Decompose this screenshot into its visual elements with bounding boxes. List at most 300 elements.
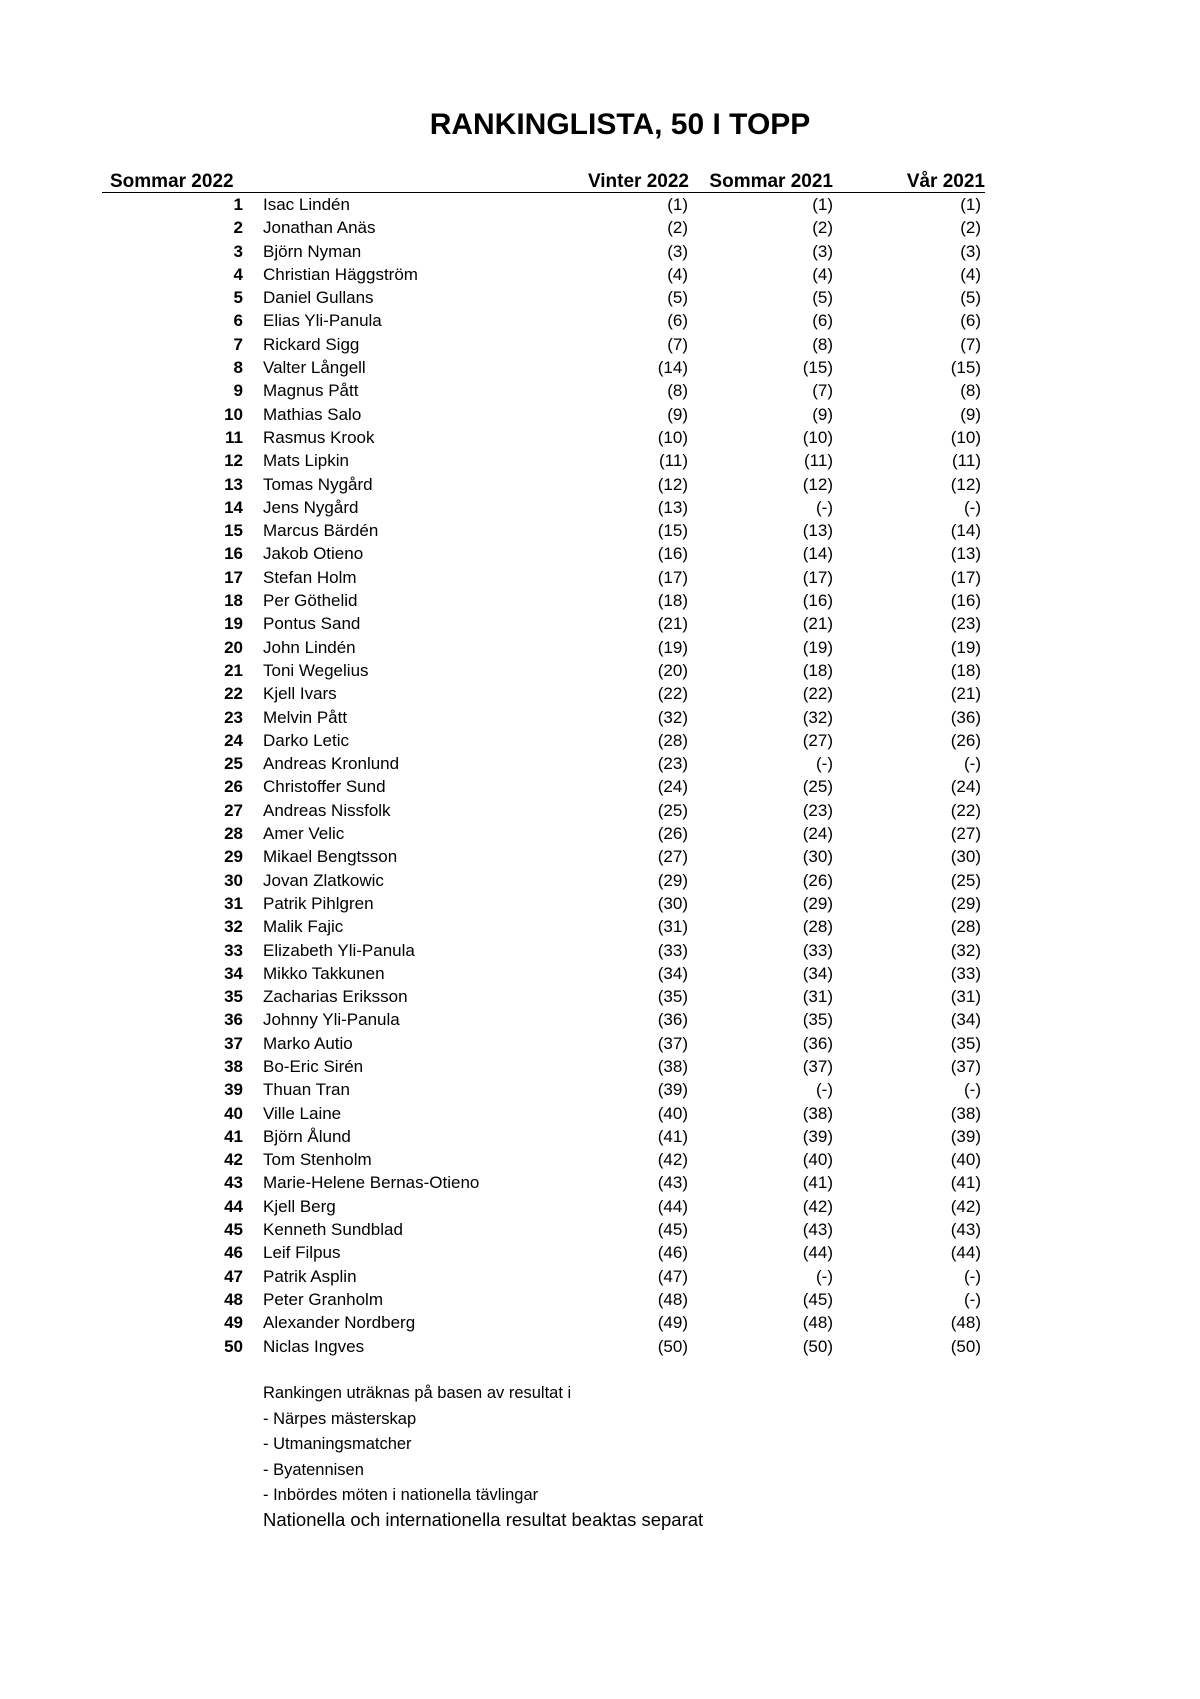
var-2021-rank: (8) [960,381,981,401]
table-row [0,845,1200,868]
var-2021-rank: (25) [950,870,981,890]
rank-cell: 22 [224,684,243,704]
table-row [0,1311,1200,1334]
vinter-2022-rank: (32) [657,707,688,727]
rank-cell: 46 [224,1243,243,1263]
player-name: Jonathan Anäs [263,218,376,238]
var-2021-rank: (44) [950,1243,981,1263]
note-line: - Närpes mästerskap [263,1409,417,1428]
player-name: Kjell Berg [263,1196,336,1216]
vinter-2022-rank: (16) [657,544,688,564]
sommar-2021-rank: (38) [802,1103,833,1123]
table-row [0,799,1200,822]
var-2021-rank: (29) [950,893,981,913]
rank-cell: 39 [224,1080,243,1100]
rank-cell: 37 [224,1033,243,1053]
table-row [0,589,1200,612]
vinter-2022-rank: (23) [657,754,688,774]
sommar-2021-rank: (24) [802,824,833,844]
var-2021-rank: (36) [950,707,981,727]
player-name: Per Göthelid [263,591,358,611]
vinter-2022-rank: (42) [657,1150,688,1170]
rank-cell: 36 [224,1010,243,1030]
table-row [0,403,1200,426]
var-2021-rank: (26) [950,730,981,750]
rank-cell: 28 [224,824,243,844]
table-row [0,1008,1200,1031]
player-name: Mathias Salo [263,404,362,424]
table-row [0,775,1200,798]
player-name: Valter Långell [263,358,366,378]
sommar-2021-rank: (31) [802,987,833,1007]
table-row [0,519,1200,542]
var-2021-rank: (12) [950,474,981,494]
var-2021-rank: (39) [950,1126,981,1146]
var-2021-rank: (27) [950,824,981,844]
table-row [0,1148,1200,1171]
vinter-2022-rank: (21) [657,614,688,634]
vinter-2022-rank: (9) [667,404,688,424]
player-name: John Lindén [263,637,356,657]
player-name: Ville Laine [263,1103,342,1123]
vinter-2022-rank: (10) [657,427,688,447]
table-row [0,962,1200,985]
var-2021-rank: (23) [950,614,981,634]
player-name: Zacharias Eriksson [263,987,408,1007]
player-name: Andreas Nissfolk [263,800,391,820]
page-title: RANKINGLISTA, 50 I TOPP [429,108,811,141]
vinter-2022-rank: (45) [657,1220,688,1240]
player-name: Magnus Pått [263,381,359,401]
rank-cell: 24 [224,730,243,750]
sommar-2021-rank: (48) [802,1313,833,1333]
rank-cell: 5 [233,288,243,308]
var-2021-rank: (48) [950,1313,981,1333]
rank-cell: 44 [224,1196,243,1216]
vinter-2022-rank: (47) [657,1266,688,1286]
vinter-2022-rank: (35) [657,987,688,1007]
table-row [0,496,1200,519]
rank-cell: 23 [224,707,243,727]
var-2021-rank: (28) [950,917,981,937]
sommar-2021-rank: (16) [802,591,833,611]
vinter-2022-rank: (37) [657,1033,688,1053]
table-row [0,985,1200,1008]
player-name: Björn Nyman [263,241,362,261]
rank-cell: 29 [224,847,243,867]
vinter-2022-rank: (31) [657,917,688,937]
sommar-2021-rank: (17) [802,567,833,587]
player-name: Peter Granholm [263,1289,383,1309]
sommar-2021-rank: (42) [802,1196,833,1216]
sommar-2021-rank: (19) [802,637,833,657]
table-row [0,286,1200,309]
rank-cell: 30 [224,870,243,890]
player-name: Leif Filpus [263,1243,341,1263]
sommar-2021-rank: (13) [802,521,833,541]
vinter-2022-rank: (26) [657,824,688,844]
player-name: Jakob Otieno [263,544,364,564]
table-row [0,1125,1200,1148]
rank-cell: 15 [224,521,243,541]
var-2021-rank: (33) [950,963,981,983]
table-row [0,706,1200,729]
var-2021-rank: (-) [964,497,981,517]
column-header-sommar-2021: Sommar 2021 [709,171,833,192]
table-row [0,333,1200,356]
vinter-2022-rank: (29) [657,870,688,890]
sommar-2021-rank: (8) [812,334,833,354]
vinter-2022-rank: (22) [657,684,688,704]
player-name: Christian Häggström [263,264,418,284]
var-2021-rank: (50) [950,1336,981,1356]
player-name: Rasmus Krook [263,427,375,447]
table-row [0,542,1200,565]
var-2021-rank: (14) [950,521,981,541]
sommar-2021-rank: (39) [802,1126,833,1146]
var-2021-rank: (10) [950,427,981,447]
player-name: Patrik Pihlgren [263,893,374,913]
table-row [0,1171,1200,1194]
sommar-2021-rank: (23) [802,800,833,820]
var-2021-rank: (38) [950,1103,981,1123]
column-header-var-2021: Vår 2021 [906,171,985,192]
rank-cell: 16 [224,544,243,564]
rank-cell: 35 [224,987,243,1007]
sommar-2021-rank: (-) [816,1080,833,1100]
table-row [0,1032,1200,1055]
player-name: Alexander Nordberg [263,1313,416,1333]
table-row [0,869,1200,892]
player-name: Patrik Asplin [263,1266,357,1286]
vinter-2022-rank: (49) [657,1313,688,1333]
sommar-2021-rank: (-) [816,754,833,774]
var-2021-rank: (19) [950,637,981,657]
sommar-2021-rank: (11) [804,451,833,471]
rank-cell: 43 [224,1173,243,1193]
notes-section [263,1381,571,1509]
sommar-2021-rank: (34) [802,963,833,983]
table-row [0,240,1200,263]
rank-cell: 31 [224,893,243,913]
var-2021-rank: (18) [950,660,981,680]
table-row [0,752,1200,775]
rank-cell: 40 [224,1103,243,1123]
sommar-2021-rank: (3) [812,241,833,261]
table-row [0,309,1200,332]
vinter-2022-rank: (19) [657,637,688,657]
rank-cell: 8 [233,358,243,378]
player-name: Marie-Helene Bernas-Otieno [263,1173,480,1193]
sommar-2021-rank: (7) [812,381,833,401]
var-2021-rank: (42) [950,1196,981,1216]
player-name: Mats Lipkin [263,451,349,471]
ranking-table [0,193,1200,1358]
rank-cell: 27 [224,800,243,820]
rank-cell: 9 [233,381,243,401]
vinter-2022-rank: (5) [667,288,688,308]
column-header-sommar-2022: Sommar 2022 [110,171,234,192]
var-2021-rank: (41) [950,1173,981,1193]
sommar-2021-rank: (5) [812,288,833,308]
vinter-2022-rank: (27) [657,847,688,867]
rank-cell: 33 [224,940,243,960]
rank-cell: 48 [224,1289,243,1309]
table-row [0,356,1200,379]
sommar-2021-rank: (10) [802,427,833,447]
column-header-vinter-2022: Vinter 2022 [587,171,689,192]
rank-cell: 26 [224,777,243,797]
var-2021-rank: (34) [950,1010,981,1030]
vinter-2022-rank: (50) [657,1336,688,1356]
var-2021-rank: (30) [950,847,981,867]
player-name: Stefan Holm [263,567,357,587]
rank-cell: 14 [224,497,243,517]
vinter-2022-rank: (7) [667,334,688,354]
player-name: Kjell Ivars [263,684,337,704]
rank-cell: 20 [224,637,243,657]
table-row [0,473,1200,496]
table-row [0,892,1200,915]
vinter-2022-rank: (18) [657,591,688,611]
sommar-2021-rank: (26) [802,870,833,890]
vinter-2022-rank: (17) [657,567,688,587]
player-name: Niclas Ingves [263,1336,365,1356]
sommar-2021-rank: (21) [802,614,833,634]
note-line: - Utmaningsmatcher [263,1435,412,1453]
table-row [0,1335,1200,1358]
table-row [0,449,1200,472]
sommar-2021-rank: (-) [816,1266,833,1286]
sommar-2021-rank: (35) [802,1010,833,1030]
var-2021-rank: (43) [950,1220,981,1240]
player-name: Jovan Zlatkowic [263,870,384,890]
rank-cell: 32 [224,917,243,937]
table-row [0,1265,1200,1288]
table-row [0,263,1200,286]
player-name: Mikko Takkunen [263,963,385,983]
vinter-2022-rank: (20) [657,660,688,680]
rank-cell: 11 [225,427,243,447]
table-row [0,426,1200,449]
var-2021-rank: (15) [950,358,981,378]
vinter-2022-rank: (41) [657,1126,688,1146]
final-note: Nationella och internationella resultat beaktas separat [263,1509,704,1530]
var-2021-rank: (40) [950,1150,981,1170]
table-row [0,636,1200,659]
player-name: Malik Fajic [263,917,344,937]
table-row [0,822,1200,845]
sommar-2021-rank: (29) [802,893,833,913]
vinter-2022-rank: (14) [657,358,688,378]
var-2021-rank: (16) [950,591,981,611]
table-row [0,1288,1200,1311]
rank-cell: 38 [224,1056,243,1076]
table-row [0,1241,1200,1264]
player-name: Björn Ålund [263,1126,351,1146]
vinter-2022-rank: (24) [657,777,688,797]
var-2021-rank: (13) [950,544,981,564]
sommar-2021-rank: (37) [802,1056,833,1076]
player-name: Tomas Nygård [263,474,373,494]
table-row [0,216,1200,239]
rank-cell: 3 [233,241,243,261]
vinter-2022-rank: (8) [667,381,688,401]
var-2021-rank: (9) [960,404,981,424]
vinter-2022-rank: (6) [667,311,688,331]
player-name: Toni Wegelius [263,660,369,680]
rank-cell: 50 [224,1336,243,1356]
vinter-2022-rank: (44) [657,1196,688,1216]
sommar-2021-rank: (15) [802,358,833,378]
rank-cell: 4 [233,264,243,284]
sommar-2021-rank: (9) [812,404,833,424]
rank-cell: 13 [224,474,243,494]
var-2021-rank: (-) [964,1266,981,1286]
var-2021-rank: (32) [950,940,981,960]
player-name: Mikael Bengtsson [263,847,398,867]
var-2021-rank: (37) [950,1056,981,1076]
var-2021-rank: (17) [950,567,981,587]
var-2021-rank: (4) [960,264,981,284]
player-name: Elias Yli-Panula [263,311,382,331]
note-line: - Inbördes möten i nationella tävlingar [263,1486,539,1504]
player-name: Melvin Pått [263,707,348,727]
player-name: Elizabeth Yli-Panula [263,940,415,960]
var-2021-rank: (7) [960,334,981,354]
table-row [0,1055,1200,1078]
player-name: Pontus Sand [263,614,361,634]
table-row [0,682,1200,705]
player-name: Kenneth Sundblad [263,1220,403,1240]
player-name: Isac Lindén [263,195,350,214]
rank-cell: 34 [224,963,243,983]
vinter-2022-rank: (33) [657,940,688,960]
sommar-2021-rank: (2) [812,218,833,238]
vinter-2022-rank: (48) [657,1289,688,1309]
sommar-2021-rank: (30) [802,847,833,867]
table-row [0,729,1200,752]
table-row [0,1078,1200,1101]
var-2021-rank: (3) [960,241,981,261]
var-2021-rank: (5) [960,288,981,308]
table-row [0,1218,1200,1241]
rank-cell: 6 [233,311,243,331]
sommar-2021-rank: (32) [802,707,833,727]
player-name: Tom Stenholm [263,1150,372,1170]
player-name: Marcus Bärdén [263,521,379,541]
var-2021-rank: (35) [950,1033,981,1053]
note-line: - Byatennisen [263,1460,364,1479]
vinter-2022-rank: (30) [657,893,688,913]
rank-cell: 47 [224,1266,243,1286]
vinter-2022-rank: (40) [657,1103,688,1123]
sommar-2021-rank: (50) [802,1336,833,1356]
rank-cell: 49 [224,1313,243,1333]
sommar-2021-rank: (18) [802,660,833,680]
rank-cell: 42 [224,1150,243,1170]
vinter-2022-rank: (15) [657,521,688,541]
var-2021-rank: (-) [964,754,981,774]
var-2021-rank: (-) [964,1289,981,1309]
player-name: Thuan Tran [263,1080,350,1100]
sommar-2021-rank: (-) [816,497,833,517]
sommar-2021-rank: (12) [802,474,833,494]
sommar-2021-rank: (27) [802,730,833,750]
vinter-2022-rank: (3) [667,241,688,261]
rank-cell: 21 [224,660,243,680]
sommar-2021-rank: (6) [812,311,833,331]
sommar-2021-rank: (1) [812,195,833,214]
sommar-2021-rank: (28) [802,917,833,937]
vinter-2022-rank: (25) [657,800,688,820]
player-name: Rickard Sigg [263,334,360,354]
rank-cell: 45 [224,1220,243,1240]
vinter-2022-rank: (11) [659,451,688,471]
rank-cell: 25 [224,754,243,774]
note-line: Rankingen uträknas på basen av resultat i [263,1384,572,1402]
rank-cell: 2 [233,218,243,238]
vinter-2022-rank: (28) [657,730,688,750]
table-row [0,1195,1200,1218]
player-name: Darko Letic [263,730,349,750]
sommar-2021-rank: (22) [802,684,833,704]
var-2021-rank: (11) [952,451,981,471]
sommar-2021-rank: (45) [802,1289,833,1309]
var-2021-rank: (-) [964,1080,981,1100]
sommar-2021-rank: (33) [802,940,833,960]
sommar-2021-rank: (44) [802,1243,833,1263]
vinter-2022-rank: (46) [657,1243,688,1263]
table-row [0,659,1200,682]
sommar-2021-rank: (14) [802,544,833,564]
sommar-2021-rank: (4) [812,264,833,284]
rank-cell: 10 [224,404,243,424]
sommar-2021-rank: (41) [802,1173,833,1193]
player-name: Marko Autio [263,1033,353,1053]
vinter-2022-rank: (1) [667,195,688,214]
rank-cell: 7 [233,334,243,354]
rank-cell: 1 [233,195,243,214]
vinter-2022-rank: (2) [667,218,688,238]
sommar-2021-rank: (43) [802,1220,833,1240]
var-2021-rank: (6) [960,311,981,331]
rank-cell: 18 [224,591,243,611]
table-row [0,915,1200,938]
player-name: Johnny Yli-Panula [263,1010,400,1030]
player-name: Bo-Eric Sirén [263,1056,364,1076]
var-2021-rank: (31) [950,987,981,1007]
var-2021-rank: (2) [960,218,981,238]
table-row [0,566,1200,589]
table-row [0,612,1200,635]
var-2021-rank: (22) [950,800,981,820]
rank-cell: 19 [224,614,243,634]
table-row [0,939,1200,962]
rank-cell: 41 [224,1126,243,1146]
var-2021-rank: (24) [950,777,981,797]
rank-cell: 12 [224,451,243,471]
rank-cell: 17 [224,567,243,587]
var-2021-rank: (21) [950,684,981,704]
table-row [0,193,1200,216]
vinter-2022-rank: (13) [657,497,688,517]
table-row [0,1102,1200,1125]
vinter-2022-rank: (43) [657,1173,688,1193]
sommar-2021-rank: (36) [802,1033,833,1053]
vinter-2022-rank: (39) [657,1080,688,1100]
var-2021-rank: (1) [960,195,981,214]
